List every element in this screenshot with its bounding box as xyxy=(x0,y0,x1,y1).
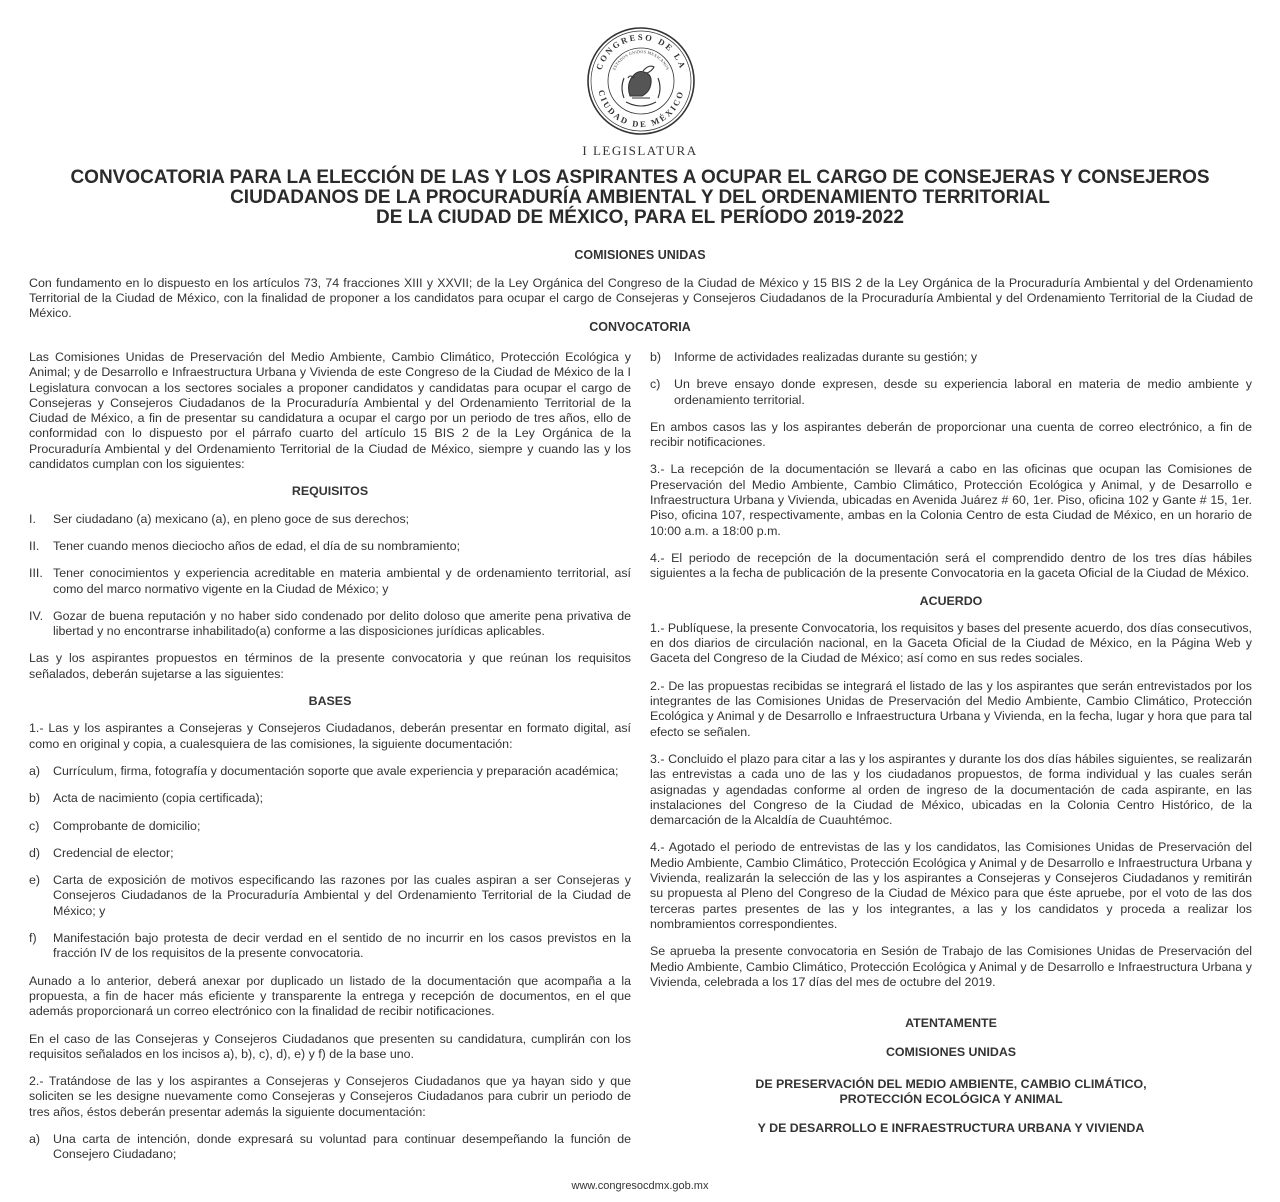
congress-seal-icon xyxy=(586,26,696,136)
bases-heading: BASES xyxy=(308,694,352,709)
comision-line-2: PROTECCIÓN ECOLÓGICA Y ANIMAL xyxy=(839,1091,1063,1106)
base-4-paragraph: 4.- El periodo de recepción de la documentación será el comprendido dentro de los tres días hábiles siguientes a la fecha de publicación de la presente Convocatoria en la gaceta Oficial de la Ciudad de México. xyxy=(650,550,1252,581)
convocatoria-heading: CONVOCATORIA xyxy=(589,320,691,334)
item-marker: c) xyxy=(650,377,661,392)
legislatura-label: I LEGISLATURA xyxy=(582,143,698,158)
document-item xyxy=(29,764,631,779)
requisito-item xyxy=(29,566,631,597)
aprobacion-paragraph: Se aprueba la presente convocatoria en Sesión de Trabajo de las Comisiones Unidas de Preservación del Medio Ambiente, Cambio Climático, Protección Ecológica y Animal y de Desarrollo e Infraestructura Urbana y Vivienda, celebrada a los 17 días del mes de octubre del 2019. xyxy=(650,944,1252,989)
item-text: Informe de actividades realizadas durante su gestión; y xyxy=(674,350,978,364)
seal-inner-text: ESTADOS UNIDOS MEXICANOS xyxy=(611,48,671,71)
item-marker: b) xyxy=(650,350,662,364)
requisito-item xyxy=(29,609,631,640)
requisito-item xyxy=(29,512,631,527)
item-marker: c) xyxy=(29,818,40,833)
intro-paragraph: Con fundamento en lo dispuesto en los artículos 73, 74 fracciones XIII y XXVII; de la Ley Orgánica del Congreso de la Ciudad de México y 15 BIS 2 de la Ley Orgánica de la Procuraduría Ambiental y del Ordenamiento Territorial de la Ciudad de México, con la finalidad de proponer a los candidatos para ocupar el cargo de Consejeras y Consejeros Ciudadanos de la Procuraduría Ambiental y del Ordenamiento Territorial de la Ciudad de México. xyxy=(29,276,1253,320)
caso-paragraph: En el caso de las Consejeras y Consejeros Ciudadanos que presenten su candidatura, cumplirán con los requisitos señalados en los incisos a), b), c), d), e) y f) de la base uno. xyxy=(29,1031,631,1061)
acuerdo-heading: ACUERDO xyxy=(919,593,983,608)
acuerdo-2-paragraph: 2.- De las propuestas recibidas se integrará el listado de las y los aspirantes que serán entrevistados por los integrantes de las Comisiones Unidas de Preservación del Medio Ambiente, Cambio Climático, Protección Ecológica y Animal y de Desarrollo e Infraestructura Urbana y Vivienda, en la fecha, lugar y hora que para tal efecto se señalen. xyxy=(650,678,1252,739)
item-marker: d) xyxy=(29,845,41,860)
item-text: Comprobante de domicilio; xyxy=(53,818,201,833)
seal-top-text: CONGRESO DE LA xyxy=(593,31,689,72)
document-item xyxy=(29,819,631,834)
correo-paragraph: En ambos casos las y los aspirantes deberán de proporcionar una cuenta de correo electrónico, a fin de recibir notificaciones. xyxy=(650,419,1252,450)
base-2-paragraph: 2.- Tratándose de las y los aspirantes a Consejeras y Consejeros Ciudadanos que ya hayan sido y que soliciten se les designe nuevamente como Consejeras y Consejeros Ciudadanos para cubrir un periodo de tres años, éstos deberán presentar además la siguiente documentación: xyxy=(29,1074,631,1119)
acuerdo-3-paragraph: 3.- Concluido el plazo para citar a las y los aspirantes y durante los dos días hábiles siguientes, se realizarán las entrevistas a cada uno de las y los ciudadanos propuestos, de forma individual y las cuales serán asignadas y agendadas conforme al orden de ingreso de la documentación de cada aspirante, en las instalaciones del Congreso de la Ciudad de México, ubicadas en la Colonia Centro Histórico, de la demarcación de la Alcaldía de Cuauhtémoc. xyxy=(650,751,1252,828)
item-marker: a) xyxy=(29,1131,41,1146)
acuerdo-1-paragraph: 1.- Publíquese, la presente Convocatoria, los requisitos y bases del presente acuerdo, dos días consecutivos, en dos diarios de circulación nacional, en la Gaceta Oficial de la Ciudad de México, en la Página Web y Gaceta del Congreso de la Ciudad de México; así como en sus redes sociales. xyxy=(650,620,1252,666)
atentamente-label: ATENTAMENTE xyxy=(905,1016,997,1031)
requisito-item xyxy=(29,539,631,554)
item-text: Tener cuando menos dieciocho años de edad, el día de su nombramiento; xyxy=(53,538,461,553)
item-text: Carta de exposición de motivos especificando las razones por las cuales aspiran a ser Consejeras y Consejeros Ciudadanos de la Procuraduría Ambiental y del Ordenamiento Territorial de la Ciudad de México; y xyxy=(53,873,631,918)
eagle-emblem-icon xyxy=(622,66,660,106)
acuerdo-4-paragraph: 4.- Agotado el periodo de entrevistas de las y los candidatos, las Comisiones Unidas de Preservación del Medio Ambiente, Cambio Climático, Protección Ecológica y Animal y de Desarrollo e Infraestructura Urbana y Vivienda, realizarán la selección de las y los aspirantes a Consejeras y Consejeros Ciudadanos y remitirán su propuesta al Pleno del Congreso de la Ciudad de México para que éste apruebe, por el voto de las dos terceras partes presentes de las y los integrantes, a las y los candidatos y proceda a realizar los nombramientos correspondientes. xyxy=(650,840,1252,931)
document-item xyxy=(29,791,631,806)
document-item xyxy=(29,846,631,861)
item-text: Currículum, firma, fotografía y documentación soporte que avale experiencia y preparación académica; xyxy=(53,763,619,778)
document-item xyxy=(29,1132,631,1163)
item-marker: IV. xyxy=(29,608,44,623)
item-marker: b) xyxy=(29,791,41,806)
comisiones-unidas-heading: COMISIONES UNIDAS xyxy=(574,248,706,262)
document-item xyxy=(29,873,631,919)
comision-line-1: DE PRESERVACIÓN DEL MEDIO AMBIENTE, CAMBIO CLIMÁTICO, xyxy=(755,1076,1147,1091)
right-column xyxy=(650,350,1252,1151)
document-item xyxy=(650,377,1252,408)
document-title xyxy=(40,168,1240,228)
item-text: Tener conocimientos y experiencia acreditable en materia ambiental y de ordenamiento territorial, así como del marco normativo vigente en la Ciudad de México; y xyxy=(53,566,631,596)
seal-bottom-text: CIUDAD DE MÉXICO xyxy=(596,88,686,130)
anexar-paragraph: Aunado a lo anterior, deberá anexar por duplicado un listado de la documentación que acompaña a la propuesta, a fin de hacer más eficiente y transparente la entrega y recepción de documentos, en el que además proporcionará un correo electrónico con la finalidad de recibir notificaciones. xyxy=(29,973,631,1019)
item-marker: f) xyxy=(29,931,37,946)
requisitos-heading: REQUISITOS xyxy=(291,484,369,499)
document-item xyxy=(650,350,1252,365)
comisiones-unidas-label: COMISIONES UNIDAS xyxy=(885,1045,1017,1060)
item-marker: II. xyxy=(29,538,40,553)
document-item xyxy=(29,931,631,962)
base-1-paragraph: 1.- Las y los aspirantes a Consejeras y Consejeros Ciudadanos, deberán presentar en formato digital, así como en original y copia, a cualesquiera de las comisiones, la siguiente documentación: xyxy=(29,721,631,751)
title-line-2: CIUDADANOS DE LA PROCURADURÍA AMBIENTAL Y DEL ORDENAMIENTO TERRITORIAL xyxy=(230,187,1050,208)
item-text: Acta de nacimiento (copia certificada); xyxy=(53,791,264,806)
item-text: Ser ciudadano (a) mexicano (a), en pleno goce de sus derechos; xyxy=(53,511,410,526)
base-3-paragraph: 3.- La recepción de la documentación se llevará a cabo en las oficinas que ocupan las Comisiones de Preservación del Medio Ambiente, Cambio Climático, Protección Ecológica y Animal, y de Desarrollo e Infraestructura Urbana y Vivienda, ubicadas en Avenida Juárez # 60, 1er. Piso, oficina 102 y Gante # 15, 1er. Piso, oficina 107, respectivamente, ambas en la Colonia Centro de esta Ciudad de México, en un horario de 10:00 a.m. a 18:00 p.m. xyxy=(650,462,1252,538)
item-text: Gozar de buena reputación y no haber sido condenado por delito doloso que amerite pena privativa de libertad y no encontrarse inhabilitado(a) conforme a las disposiciones jurídicas aplicables. xyxy=(53,608,631,639)
left-column xyxy=(29,350,631,1175)
item-text: Credencial de elector; xyxy=(53,845,174,860)
item-text: Manifestación bajo protesta de decir verdad en el sentido de no incurrir en los casos previstos en la fracción IV de los requisitos de la presente convocatoria. xyxy=(53,931,631,961)
item-marker: III. xyxy=(29,566,43,581)
comision-desarrollo-urbano: Y DE DESARROLLO E INFRAESTRUCTURA URBANA Y VIVIENDA xyxy=(757,1121,1145,1136)
item-marker: e) xyxy=(29,873,41,888)
item-marker: I. xyxy=(29,511,36,526)
item-text: Un breve ensayo donde expresen, desde su experiencia laboral en materia de medio ambiente y ordenamiento territorial. xyxy=(674,377,1252,407)
sujetarse-paragraph: Las y los aspirantes propuestos en términos de la presente convocatoria y que reúnan los requisitos señalados, deberán sujetarse a las siguientes: xyxy=(29,651,631,681)
title-line-1: CONVOCATORIA PARA LA ELECCIÓN DE LAS Y LOS ASPIRANTES A OCUPAR EL CARGO DE CONSEJERAS Y CONSEJEROS xyxy=(70,167,1210,188)
svg-text:ESTADOS UNIDOS MEXICANOS xyxy=(611,49,670,71)
convoca-paragraph: Las Comisiones Unidas de Preservación del Medio Ambiente, Cambio Climático, Protección Ecológica y Animal; y de Desarrollo e Infraestructura Urbana y Vivienda de este Congreso de la Ciudad de México de la I Legislatura convocan a los sectores sociales a proponer candidatos y candidatas para ocupar el cargo de Consejeras y Consejeros Ciudadanos de la Procuraduría Ambiental y del Ordenamiento Territorial de la Ciudad de México, a fin de presentar su candidatura a ocupar el cargo por un periodo de tres años, ello de conformidad con lo dispuesto por el párrafo cuarto del artículo 15 BIS 2 de la Ley Orgánica de la Procuraduría Ambiental y del Ordenamiento Territorial de la Ciudad de México, siempre y cuando las y los candidatos cumplan con los siguientes: xyxy=(29,350,631,472)
comision-medio-ambiente xyxy=(650,1077,1252,1108)
item-marker: a) xyxy=(29,763,41,778)
website-link[interactable]: www.congresocdmx.gob.mx xyxy=(571,1180,709,1192)
title-line-3: DE LA CIUDAD DE MÉXICO, PARA EL PERÍODO 2019-2022 xyxy=(376,207,904,228)
item-text: Una carta de intención, donde expresará su voluntad para continuar desempeñando la función de Consejero Ciudadano; xyxy=(53,1131,631,1162)
